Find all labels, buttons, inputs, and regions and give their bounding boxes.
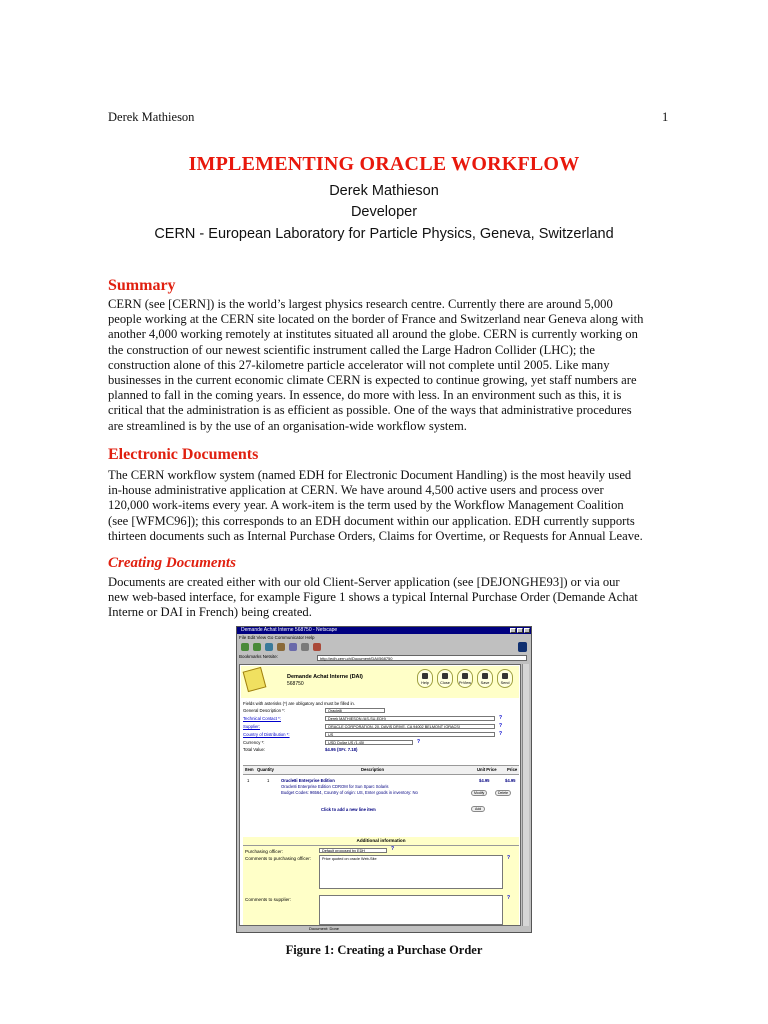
button-label: Close	[440, 681, 450, 685]
help-icon[interactable]: ?	[507, 895, 511, 901]
text-line: construction alone of this 27-kilometre particle accelerator will not complete until 2005. Like many	[108, 357, 610, 372]
status-text: Document: Done	[309, 926, 340, 931]
supplier-input[interactable]: ORACLE CORPORATION, 20, DAVIS DRIVE, CA 94002 BELMONT (ORACS)	[325, 724, 495, 729]
reload-icon[interactable]	[265, 643, 273, 651]
electronic-documents-heading: Electronic Documents	[108, 446, 259, 463]
col-description: Description	[361, 767, 385, 772]
browser-toolbar	[239, 641, 529, 653]
url-field[interactable]: http://edh.cern.ch/Document/DAI/568750	[317, 655, 527, 661]
button-label: Save	[480, 681, 490, 685]
minimize-icon[interactable]	[510, 628, 516, 633]
creating-documents-heading: Creating Documents	[108, 555, 236, 571]
document-icon	[243, 667, 267, 692]
form-row	[243, 723, 519, 730]
purchasing-label: Purchasing officer:	[245, 849, 283, 854]
item-number: 1	[247, 778, 250, 783]
form-row	[243, 739, 519, 746]
help-icon[interactable]: ?	[507, 855, 511, 861]
figure-screenshot	[236, 626, 532, 933]
text-line: in-house administrative application at CERN. We have around 4,500 active users and process over	[108, 483, 604, 498]
text-line: The CERN workflow system (named EDH for Electronic Document Handling) is the most heavily used	[108, 468, 632, 482]
text-line: people working at the CERN site located on the border of France and Switzerland near Geneva along with	[108, 312, 644, 327]
comments-supplier-label: Comments to supplier:	[245, 897, 291, 902]
delete-button[interactable]: Delete	[495, 790, 511, 796]
search-icon[interactable]	[289, 643, 297, 651]
form-row	[243, 707, 519, 714]
location-label: Bookmarks Netsite:	[239, 654, 279, 659]
comments-po-label: Comments to purchasing officer:	[245, 856, 312, 861]
add-item-button[interactable]: Add	[471, 806, 485, 812]
text-line: 120,000 work-items every year. A work-item is the term used by the Workflow Management Coalition	[108, 498, 624, 513]
author-affiliation: CERN - European Laboratory for Particle Physics, Geneva, Switzerland	[154, 226, 614, 242]
item-price: $4.95	[505, 778, 516, 783]
text-line: Documents are created either with our old Client-Server application (see [DEJONGHE93]) or via our	[108, 575, 620, 589]
figure-caption: Figure 1: Creating a Purchase Order	[285, 943, 483, 957]
item-budget: Budget Codes: 96564, Country of origin: US, Enter goods in inventory: No	[281, 790, 418, 795]
text-line: are streamlined is by the use of an organisation-wide workflow system.	[108, 418, 467, 433]
page-header-author: Derek Mathieson	[108, 110, 195, 124]
summary-paragraph	[108, 297, 660, 434]
maximize-icon[interactable]	[517, 628, 523, 633]
back-icon[interactable]	[241, 643, 249, 651]
item-title: Oracle8i Enterprise Edition	[281, 778, 335, 783]
author-role: Developer	[350, 204, 418, 220]
field-label: General Description *:	[243, 708, 286, 713]
form-row	[243, 715, 519, 722]
help-icon[interactable]: ?	[391, 846, 395, 852]
form-row	[243, 746, 519, 753]
window-title: Demande Achat Interne 568750 - Netscape	[241, 627, 338, 633]
help-icon	[422, 673, 428, 679]
text-line: (see [WFMC96]); this corresponds to an EDH document within our application. EDH currently supports	[108, 513, 635, 528]
field-label: Total Value:	[243, 747, 266, 752]
page-number: 1	[662, 110, 669, 124]
items-header	[243, 765, 519, 775]
additional-information-panel	[243, 837, 519, 926]
help-icon[interactable]: ?	[499, 731, 503, 737]
text-line: CERN (see [CERN]) is the world’s largest physics research centre. Currently there are around 5,000	[108, 297, 613, 311]
document-title: Demande Achat Interne (DAI)	[287, 674, 363, 680]
home-icon[interactable]	[277, 643, 285, 651]
help-icon[interactable]: ?	[499, 723, 503, 729]
description-input[interactable]: Oracle8i	[325, 708, 385, 713]
close-doc-icon	[442, 673, 448, 679]
form-row	[243, 731, 519, 738]
field-label: Country of Distribution *:	[243, 732, 290, 737]
text-line: Interne or DAI in French) being created.	[108, 605, 312, 620]
electronic-documents-paragraph	[108, 468, 660, 544]
send-icon	[502, 673, 508, 679]
status-bar	[239, 926, 529, 931]
save-icon	[482, 673, 488, 679]
paper-title: IMPLEMENTING ORACLE WORKFLOW	[188, 153, 580, 175]
close-icon[interactable]	[524, 628, 530, 633]
field-label: Technical Contact *:	[243, 716, 281, 721]
comments-supplier-textarea[interactable]	[319, 895, 503, 925]
netscape-logo-icon	[518, 642, 527, 652]
currency-select[interactable]: USD Dollar US (1.45)	[325, 740, 413, 745]
text-line: businesses in the current economic climate CERN is expected to continue growing, yet staff numbers are	[108, 373, 637, 388]
button-label: Help	[421, 681, 429, 685]
button-label: PrView	[459, 681, 471, 685]
web-page	[239, 664, 521, 926]
col-unit-price: Unit Price	[477, 767, 497, 772]
text-line: another 4,000 working remotely at institutes situated all around the globe. CERN is currently working on	[108, 327, 638, 342]
print-icon[interactable]	[301, 643, 309, 651]
add-line-link[interactable]: Click to add a new line item	[321, 807, 376, 812]
item-unit-price: $4.95	[479, 778, 490, 783]
fields-note: Fields with asterisks (*) are obligatory and must be filled in.	[243, 701, 356, 706]
preview-button[interactable]	[457, 669, 473, 688]
close-button[interactable]	[437, 669, 453, 688]
help-icon[interactable]: ?	[417, 739, 421, 745]
vertical-scrollbar[interactable]	[522, 664, 529, 926]
technical-contact-input[interactable]: Derek MATHIESON (AS-SU-EDH)	[325, 716, 495, 721]
purchasing-officer-select[interactable]: Default proposed by EDH	[319, 848, 387, 853]
help-icon[interactable]: ?	[499, 715, 503, 721]
item-detail: Oracle8i Enterprise Edition CDROM for Sun Sparc Solaris	[281, 784, 389, 789]
text-line: critical that the administration is as efficient as possible. One of the ways that administrative procedures	[108, 403, 632, 418]
text-line: thirteen documents such as Internal Purchase Orders, Claims for Overtime, or Requests for Annual Leave.	[108, 528, 643, 543]
button-label: Send	[500, 681, 510, 685]
field-label: Supplier:	[243, 724, 260, 729]
document-header	[241, 666, 519, 698]
item-quantity: 1	[267, 778, 270, 783]
text-line: planned to fall in the coming years. In essence, do more with less. In an environment such as this, it is	[108, 388, 622, 403]
total-value: $4.95 (SFr. 7.18)	[325, 747, 358, 752]
document-number: 568750	[287, 681, 304, 687]
menu-bar[interactable]: File Edit View Go Communicator Help	[239, 635, 315, 640]
comments-po-textarea[interactable]: Price quoted on oracle Web-Site	[319, 855, 503, 889]
col-item: Item	[245, 767, 254, 772]
field-label: Currency *:	[243, 740, 265, 745]
modify-button[interactable]: Modify	[471, 790, 487, 796]
col-price: Price	[507, 767, 518, 772]
creating-documents-paragraph	[108, 575, 660, 621]
help-button[interactable]	[417, 669, 433, 688]
window-title-bar	[237, 627, 531, 634]
additional-information-title: Additional information	[243, 837, 519, 846]
send-button[interactable]	[497, 669, 513, 688]
add-line-row	[243, 806, 519, 814]
table-row	[243, 777, 519, 805]
save-button[interactable]	[477, 669, 493, 688]
preview-icon	[462, 673, 468, 679]
text-line: the construction of our newest scientific instrument called the Large Hadron Collider (LHC); the	[108, 342, 595, 357]
summary-heading: Summary	[108, 277, 176, 294]
text-line: new web-based interface, for example Figure 1 shows a typical Internal Purchase Order (Demande Achat	[108, 590, 638, 605]
forward-icon[interactable]	[253, 643, 261, 651]
col-quantity: Quantity	[257, 767, 274, 772]
author-name: Derek Mathieson	[329, 183, 439, 199]
country-input[interactable]: US	[325, 732, 495, 737]
location-bar	[239, 654, 529, 662]
stop-icon[interactable]	[313, 643, 321, 651]
